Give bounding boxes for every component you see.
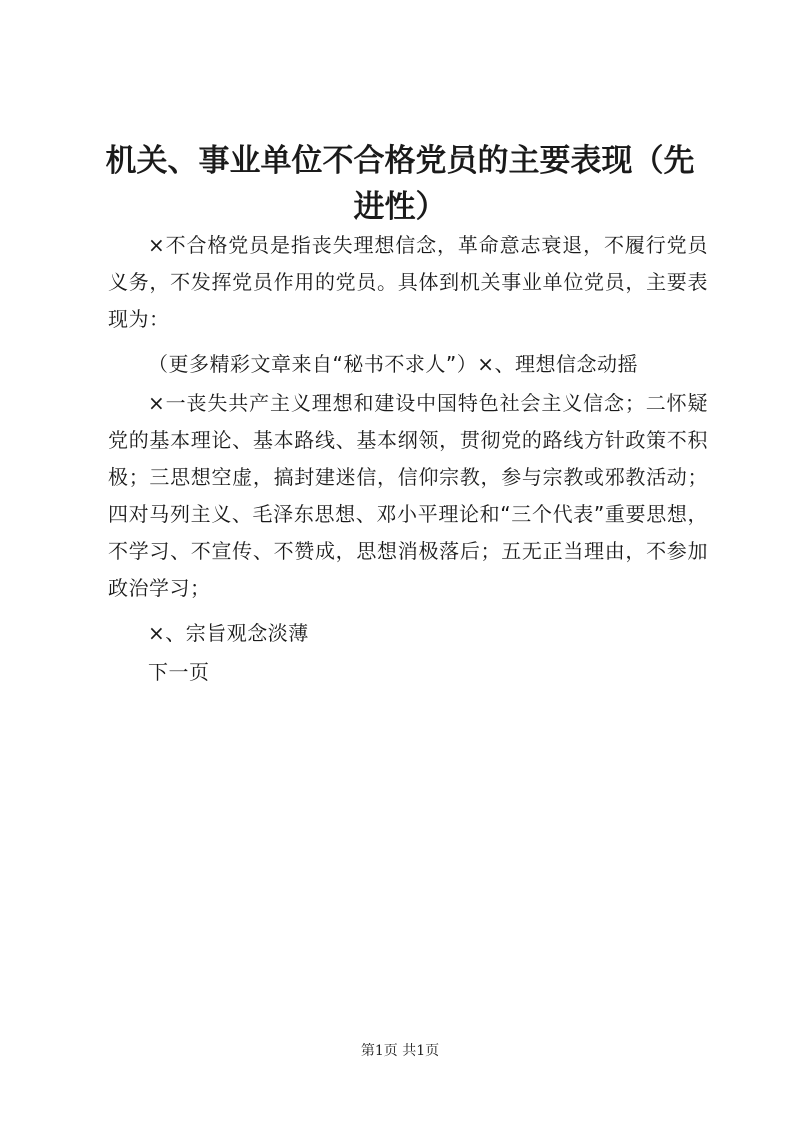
next-page-link[interactable]: 下一页 [148, 660, 210, 684]
document-title: 机关、事业单位不合格党员的主要表现（先进性） [105, 143, 695, 225]
paragraph-intro: ×不合格党员是指丧失理想信念，革命意志衰退，不履行党员义务，不发挥党员作用的党员。具体到机关事业单位党员，主要表现为： [108, 233, 708, 331]
document-body [108, 227, 708, 699]
paragraph-section-heading-1: （更多精彩文章来自“秘书不求人”）×、理想信念动摇 [148, 352, 638, 376]
paragraph-section-body-1: ×一丧失共产主义理想和建设中国特色社会主义信念；二怀疑党的基本理论、基本路线、基本纲领，贯彻党的路线方针政策不积极；三思想空虚，搞封建迷信，信仰宗教，参与宗教或邪教活动；四对马列主义、毛泽东思想、邓小平理论和“三个代表”重要思想，不学习、不宣传、不赞成，思想消极落后；五无正当理由，不参加政治学习； [108, 391, 708, 600]
paragraph-section-heading-2: ×、宗旨观念淡薄 [148, 621, 309, 645]
page-footer: 第1页 共1页 [360, 1043, 440, 1059]
